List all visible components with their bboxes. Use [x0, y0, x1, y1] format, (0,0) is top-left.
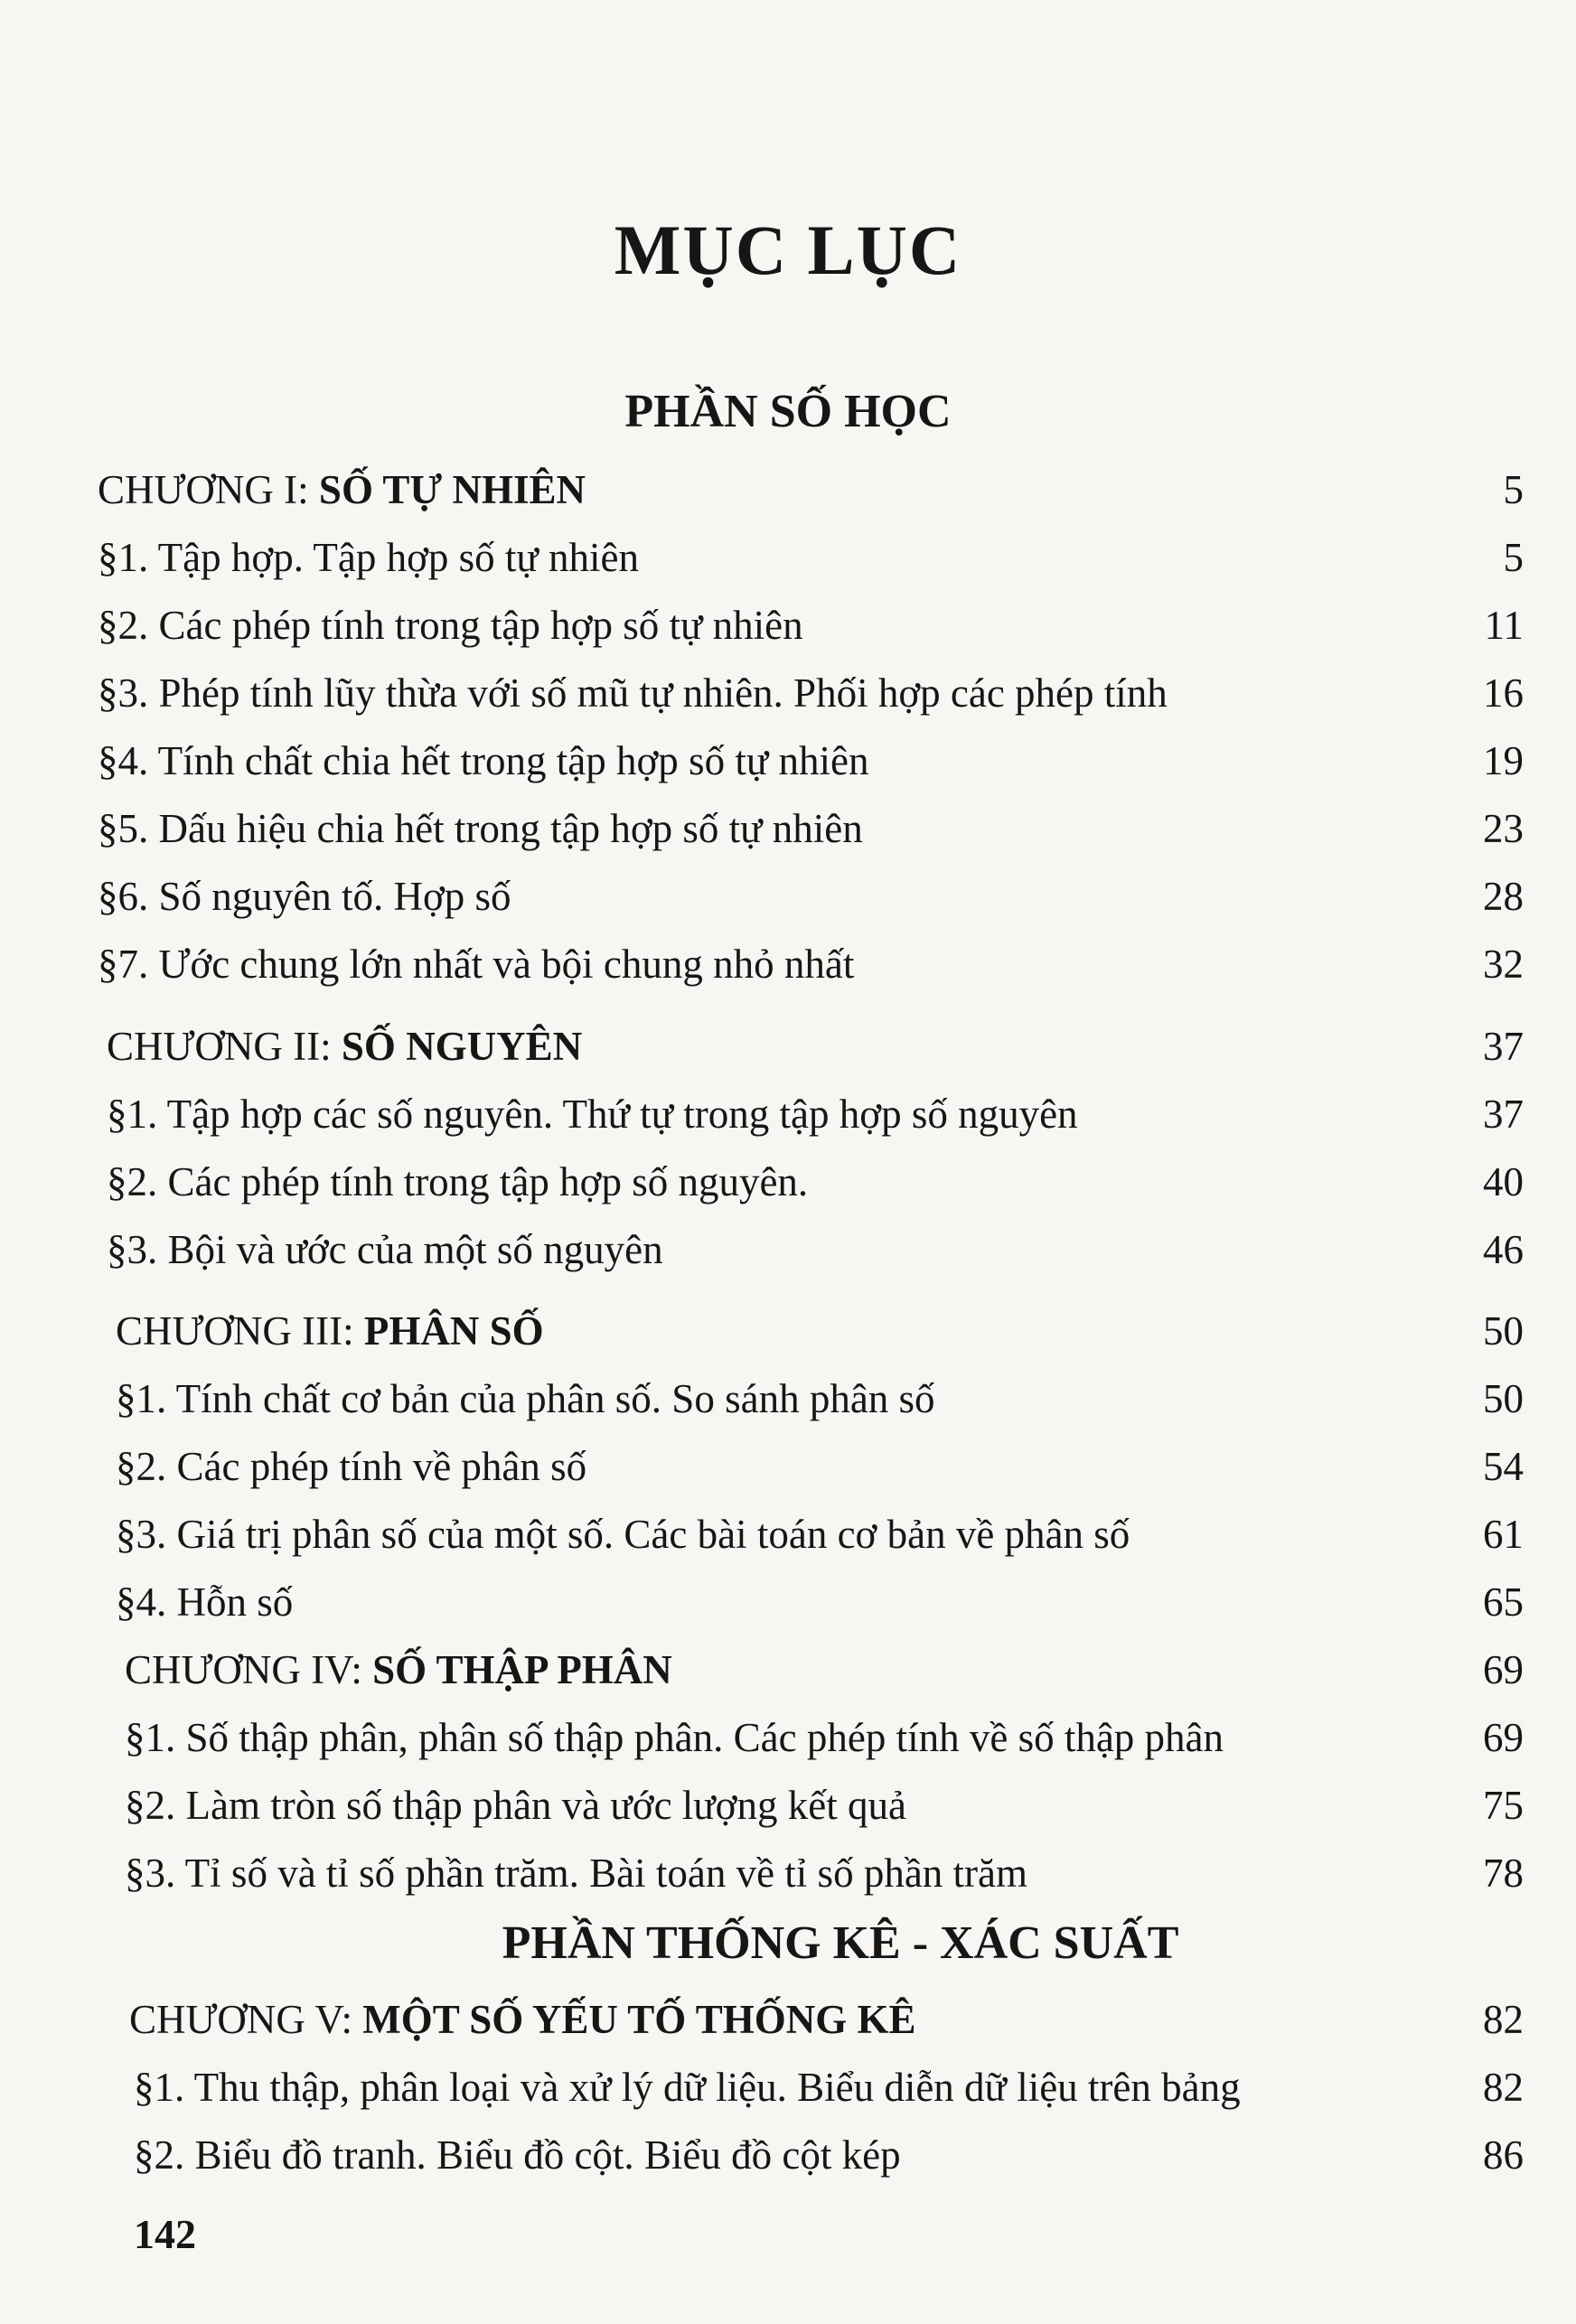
- chapter-title: [125, 1643, 672, 1697]
- page-number: 54: [1483, 1444, 1524, 1489]
- page-number: 75: [1483, 1783, 1524, 1828]
- toc-section-row: [98, 530, 1524, 585]
- chapter-prefix: CHƯƠNG IV:: [125, 1647, 373, 1692]
- section-title: §2. Các phép tính trong tập hợp số tự nhiên: [98, 603, 803, 648]
- toc-section-row: [107, 1223, 1524, 1277]
- part-heading-statistics: PHẦN THỐNG KÊ - XÁC SUẤT: [502, 1917, 1179, 1969]
- toc-chapter-row: [125, 1643, 1524, 1697]
- page-number: 40: [1483, 1159, 1524, 1204]
- section-title: §1. Số thập phân, phân số thập phân. Các phép tính về số thập phân: [125, 1715, 1224, 1760]
- page-number: 19: [1483, 738, 1524, 783]
- page-number: 65: [1483, 1579, 1524, 1625]
- section-title: §4. Hỗn số: [116, 1579, 294, 1625]
- section-title: §7. Ước chung lớn nhất và bội chung nhỏ nhất: [98, 942, 855, 987]
- section-title: §4. Tính chất chia hết trong tập hợp số tự nhiên: [98, 738, 869, 783]
- toc-section-row: [125, 1846, 1524, 1900]
- page-number: 11: [1484, 603, 1524, 648]
- part-heading-arithmetic: PHẦN SỐ HỌC: [624, 386, 952, 437]
- toc-section-row: [98, 937, 1524, 991]
- toc-chapter-row: [116, 1304, 1524, 1358]
- toc-section-row: [116, 1575, 1524, 1629]
- page-number: 61: [1483, 1512, 1524, 1557]
- page-number: 69: [1483, 1647, 1524, 1692]
- chapter-prefix: CHƯƠNG I:: [98, 467, 319, 512]
- chapter-title: [129, 1992, 916, 2047]
- page-number: 37: [1483, 1092, 1524, 1137]
- page-number: 50: [1483, 1376, 1524, 1421]
- page-number: 86: [1483, 2132, 1524, 2178]
- page-number: 16: [1483, 670, 1524, 716]
- toc-section-row: [125, 1710, 1524, 1765]
- toc-section-row: [98, 598, 1524, 652]
- section-title: §1. Thu thập, phân loại và xử lý dữ liệu. Biểu diễn dữ liệu trên bảng: [134, 2065, 1241, 2110]
- page-number: 82: [1483, 2065, 1524, 2110]
- page-number: 32: [1483, 942, 1524, 987]
- section-title: §3. Tỉ số và tỉ số phần trăm. Bài toán về tỉ số phần trăm: [125, 1851, 1028, 1896]
- chapter-prefix: CHƯƠNG III:: [116, 1308, 364, 1354]
- page-number: 5: [1503, 467, 1524, 512]
- chapter-name: SỐ TỰ NHIÊN: [318, 467, 586, 512]
- page-number: 82: [1483, 1997, 1524, 2042]
- footer-page-number: 142: [134, 2211, 196, 2257]
- chapter-title: [116, 1304, 544, 1358]
- section-title: §3. Bội và ước của một số nguyên: [107, 1227, 663, 1272]
- page-number: 23: [1483, 806, 1524, 851]
- chapter-prefix: CHƯƠNG II:: [107, 1024, 342, 1069]
- page-number: 46: [1483, 1227, 1524, 1272]
- chapter-name: MỘT SỐ YẾU TỐ THỐNG KÊ: [362, 1997, 916, 2042]
- toc-chapter-row: [129, 1992, 1524, 2047]
- section-title: §2. Các phép tính trong tập hợp số nguyên.: [107, 1159, 809, 1204]
- chapter-name: PHÂN SỐ: [363, 1308, 544, 1354]
- toc-section-row: [125, 1778, 1524, 1832]
- page-number: 69: [1483, 1715, 1524, 1760]
- section-title: §2. Biểu đồ tranh. Biểu đồ cột. Biểu đồ cột kép: [134, 2132, 901, 2178]
- section-title: §3. Phép tính lũy thừa với số mũ tự nhiên. Phối hợp các phép tính: [98, 670, 1168, 716]
- chapter-title: [107, 1019, 582, 1073]
- section-title: §5. Dấu hiệu chia hết trong tập hợp số tự nhiên: [98, 806, 863, 851]
- toc-section-row: [107, 1155, 1524, 1209]
- section-title: §2. Các phép tính về phân số: [116, 1444, 587, 1489]
- page-number: 37: [1483, 1024, 1524, 1069]
- toc-section-row: [116, 1507, 1524, 1561]
- section-title: §1. Tập hợp các số nguyên. Thứ tự trong tập hợp số nguyên: [107, 1092, 1078, 1137]
- toc-chapter-row: [98, 463, 1524, 517]
- toc-section-row: [98, 666, 1524, 720]
- toc-section-row: [116, 1372, 1524, 1426]
- chapter-name: SỐ THẬP PHÂN: [372, 1647, 672, 1692]
- page-number: 78: [1483, 1851, 1524, 1896]
- chapter-prefix: CHƯƠNG V:: [129, 1997, 363, 2042]
- toc-section-row: [134, 2128, 1524, 2182]
- chapter-title: [98, 463, 586, 517]
- toc-section-row: [98, 869, 1524, 923]
- toc-section-row: [98, 734, 1524, 788]
- toc-section-row: [134, 2060, 1524, 2114]
- section-title: §6. Số nguyên tố. Hợp số: [98, 874, 511, 919]
- toc-section-row: [107, 1087, 1524, 1141]
- section-title: §3. Giá trị phân số của một số. Các bài toán cơ bản về phân số: [116, 1512, 1130, 1557]
- section-title: §1. Tập hợp. Tập hợp số tự nhiên: [98, 535, 640, 580]
- page-number: 50: [1483, 1308, 1524, 1354]
- page-title: MỤC LỤC: [614, 211, 962, 289]
- page-number: 5: [1503, 535, 1524, 580]
- toc-section-row: [98, 801, 1524, 856]
- toc-section-row: [116, 1439, 1524, 1494]
- page-number: 28: [1483, 874, 1524, 919]
- toc-chapter-row: [107, 1019, 1524, 1073]
- chapter-name: SỐ NGUYÊN: [341, 1024, 583, 1069]
- section-title: §2. Làm tròn số thập phân và ước lượng kết quả: [125, 1783, 906, 1828]
- section-title: §1. Tính chất cơ bản của phân số. So sánh phân số: [116, 1376, 935, 1421]
